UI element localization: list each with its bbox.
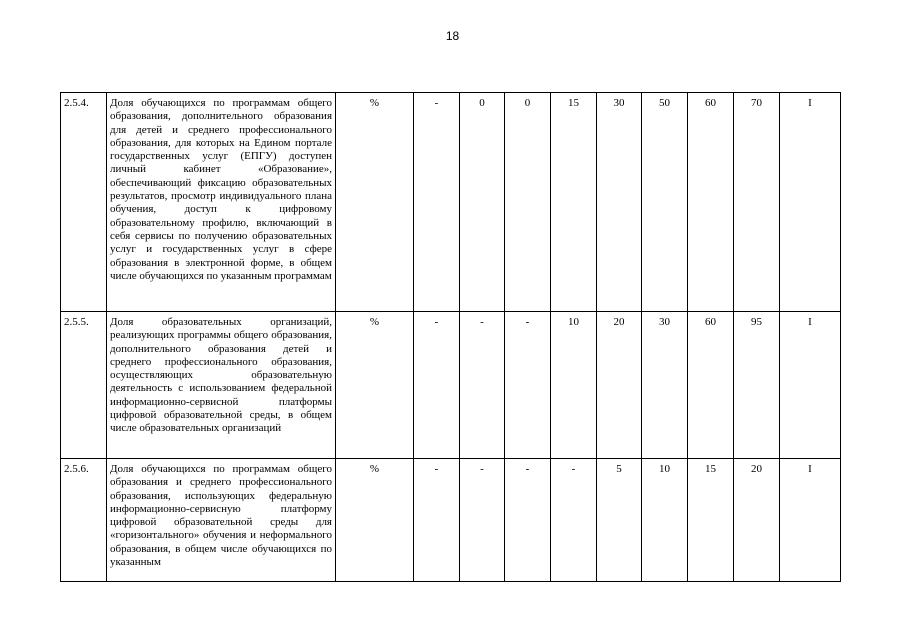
indicator-value: 10 [551, 312, 597, 459]
page-number: 18 [445, 29, 460, 43]
indicator-value: 5 [597, 459, 642, 582]
indicator-value: 15 [688, 459, 734, 582]
indicator-value: 60 [688, 312, 734, 459]
table-row [61, 459, 841, 582]
indicator-value: 50 [642, 93, 688, 312]
indicator-value: 20 [597, 312, 642, 459]
table-row [61, 93, 841, 312]
indicator-value: 60 [688, 93, 734, 312]
indicator-description: Доля обучающихся по программам общего образования и среднего профессионального образования, использующих федеральную информационно-сервисную платформу цифровой образовательной среды для «горизонтального» обучения и неформального образования, в общем числе обучающихся по указанным [107, 459, 336, 582]
indicator-value: - [414, 459, 460, 582]
indicator-code: 2.5.4. [61, 93, 107, 312]
indicator-value: 70 [734, 93, 780, 312]
indicator-value: 0 [460, 93, 505, 312]
indicator-description: Доля обучающихся по программам общего образования, дополнительного образования для детей и среднего профессионального образования, для которых на Едином портале государственных услуг (ЕПГУ) доступен личный кабинет «Образование», обеспечивающий фиксацию образовательных результатов, просмотр индивидуального плана обучения, доступ к цифровому образовательному профилю, включающий в себя сервисы по получению образовательных услуг и государственных услуг в сфере образования в электронной форме, в общем числе обучающихся по указанным программам [107, 93, 336, 312]
indicator-unit: % [336, 459, 414, 582]
indicator-value: 30 [597, 93, 642, 312]
indicator-code: 2.5.5. [61, 312, 107, 459]
indicator-value: - [460, 312, 505, 459]
indicator-value: 20 [734, 459, 780, 582]
indicator-description: Доля образовательных организаций, реализующих программы общего образования, дополнительного образования детей и среднего профессионального образования, осуществляющих образовательную деятельность с использованием федеральной информационно-сервисной платформы цифровой образовательной среды, в общем числе образовательных организаций [107, 312, 336, 459]
indicator-value: 15 [551, 93, 597, 312]
indicator-value: 10 [642, 459, 688, 582]
indicator-level: I [780, 312, 841, 459]
indicator-code: 2.5.6. [61, 459, 107, 582]
indicator-value: 30 [642, 312, 688, 459]
indicator-value: - [414, 93, 460, 312]
indicator-unit: % [336, 312, 414, 459]
indicator-level: I [780, 93, 841, 312]
indicator-value: - [460, 459, 505, 582]
indicator-value: - [505, 312, 551, 459]
indicator-level: I [780, 459, 841, 582]
indicator-value: 95 [734, 312, 780, 459]
indicator-unit: % [336, 93, 414, 312]
indicator-value: - [551, 459, 597, 582]
indicators-table [60, 92, 841, 582]
indicator-value: - [505, 459, 551, 582]
indicator-value: 0 [505, 93, 551, 312]
indicator-value: - [414, 312, 460, 459]
table-row [61, 312, 841, 459]
